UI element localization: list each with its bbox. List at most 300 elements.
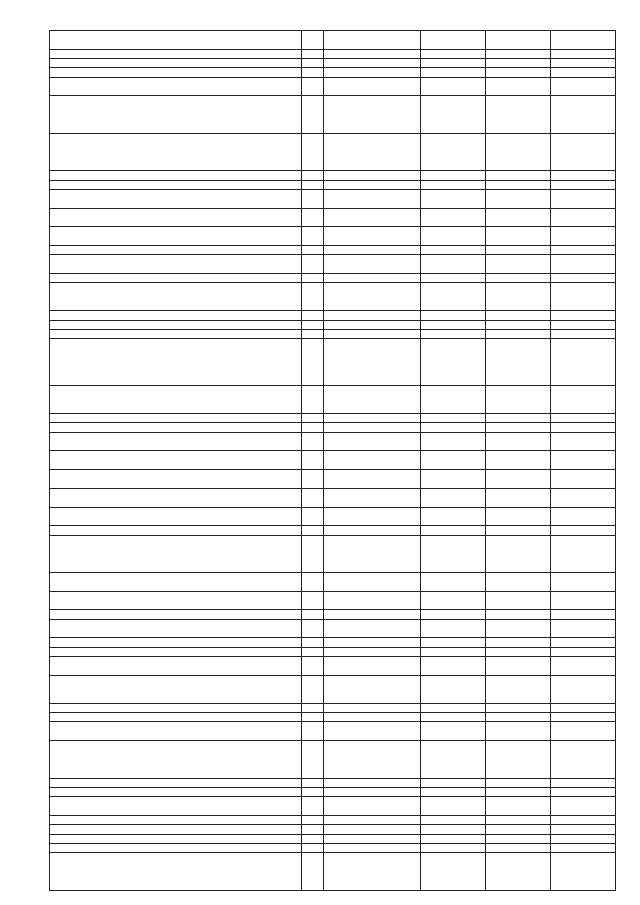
row-admin-code-cell <box>302 722 324 741</box>
row-budget-code-cell <box>324 330 421 339</box>
row-budget-code-cell <box>324 245 421 254</box>
row-executed-amount-cell <box>486 815 551 824</box>
row-approved-amount-cell <box>421 526 486 535</box>
table-row <box>50 657 616 676</box>
row-approved-amount-cell <box>421 386 486 414</box>
row-executed-amount-cell <box>486 414 551 423</box>
row-admin-code-cell <box>302 451 324 470</box>
row-executed-amount-cell <box>486 273 551 282</box>
table-row <box>50 853 616 890</box>
row-name-cell <box>50 843 302 852</box>
row-name-cell <box>50 227 302 246</box>
row-admin-code-cell <box>302 741 324 778</box>
row-name-cell <box>50 825 302 834</box>
row-budget-code-cell <box>324 49 421 58</box>
table-row <box>50 414 616 423</box>
row-approved-amount-cell <box>421 273 486 282</box>
row-budget-code-cell <box>324 778 421 787</box>
row-admin-code-cell <box>302 180 324 189</box>
row-admin-code-cell <box>302 273 324 282</box>
table-row <box>50 31 616 50</box>
row-approved-amount-cell <box>421 31 486 50</box>
row-approved-amount-cell <box>421 470 486 489</box>
row-admin-code-cell <box>302 208 324 227</box>
row-approved-amount-cell <box>421 638 486 647</box>
row-name-cell <box>50 189 302 208</box>
row-balance-amount-cell <box>551 255 616 274</box>
row-balance-amount-cell <box>551 825 616 834</box>
row-admin-code-cell <box>302 778 324 787</box>
row-admin-code-cell <box>302 386 324 414</box>
row-budget-code-cell <box>324 432 421 451</box>
row-name-cell <box>50 311 302 320</box>
row-name-cell <box>50 320 302 329</box>
row-approved-amount-cell <box>421 535 486 572</box>
row-admin-code-cell <box>302 320 324 329</box>
row-admin-code-cell <box>302 507 324 526</box>
row-approved-amount-cell <box>421 330 486 339</box>
table-row <box>50 320 616 329</box>
row-balance-amount-cell <box>551 49 616 58</box>
row-budget-code-cell <box>324 273 421 282</box>
row-balance-amount-cell <box>551 535 616 572</box>
row-balance-amount-cell <box>551 488 616 507</box>
table-row <box>50 610 616 619</box>
row-approved-amount-cell <box>421 713 486 722</box>
table-row <box>50 451 616 470</box>
table-row <box>50 787 616 796</box>
table-row <box>50 834 616 843</box>
table-row <box>50 797 616 816</box>
row-admin-code-cell <box>302 853 324 890</box>
row-name-cell <box>50 208 302 227</box>
row-executed-amount-cell <box>486 68 551 77</box>
table-row <box>50 591 616 610</box>
row-approved-amount-cell <box>421 741 486 778</box>
row-name-cell <box>50 722 302 741</box>
table-row <box>50 77 616 96</box>
row-admin-code-cell <box>302 245 324 254</box>
row-name-cell <box>50 133 302 170</box>
row-admin-code-cell <box>302 713 324 722</box>
row-approved-amount-cell <box>421 853 486 890</box>
row-approved-amount-cell <box>421 797 486 816</box>
row-name-cell <box>50 526 302 535</box>
row-executed-amount-cell <box>486 619 551 638</box>
row-balance-amount-cell <box>551 787 616 796</box>
row-name-cell <box>50 49 302 58</box>
row-budget-code-cell <box>324 535 421 572</box>
row-budget-code-cell <box>324 638 421 647</box>
row-budget-code-cell <box>324 339 421 386</box>
row-balance-amount-cell <box>551 59 616 68</box>
row-executed-amount-cell <box>486 722 551 741</box>
row-name-cell <box>50 741 302 778</box>
row-executed-amount-cell <box>486 572 551 591</box>
table-row <box>50 722 616 741</box>
row-name-cell <box>50 255 302 274</box>
table-row <box>50 703 616 712</box>
row-executed-amount-cell <box>486 31 551 50</box>
row-name-cell <box>50 432 302 451</box>
row-budget-code-cell <box>324 320 421 329</box>
row-admin-code-cell <box>302 526 324 535</box>
row-name-cell <box>50 657 302 676</box>
row-admin-code-cell <box>302 610 324 619</box>
table-row <box>50 227 616 246</box>
row-budget-code-cell <box>324 647 421 656</box>
row-executed-amount-cell <box>486 610 551 619</box>
row-name-cell <box>50 853 302 890</box>
row-executed-amount-cell <box>486 675 551 703</box>
table-row <box>50 488 616 507</box>
row-name-cell <box>50 96 302 133</box>
row-admin-code-cell <box>302 49 324 58</box>
row-budget-code-cell <box>324 797 421 816</box>
row-budget-code-cell <box>324 386 421 414</box>
row-admin-code-cell <box>302 77 324 96</box>
row-admin-code-cell <box>302 591 324 610</box>
table-row <box>50 311 616 320</box>
row-name-cell <box>50 171 302 180</box>
row-approved-amount-cell <box>421 255 486 274</box>
table-row <box>50 675 616 703</box>
row-balance-amount-cell <box>551 283 616 311</box>
row-executed-amount-cell <box>486 834 551 843</box>
row-executed-amount-cell <box>486 133 551 170</box>
row-executed-amount-cell <box>486 77 551 96</box>
row-balance-amount-cell <box>551 713 616 722</box>
row-approved-amount-cell <box>421 227 486 246</box>
table-row <box>50 386 616 414</box>
row-name-cell <box>50 675 302 703</box>
row-balance-amount-cell <box>551 180 616 189</box>
row-admin-code-cell <box>302 68 324 77</box>
row-budget-code-cell <box>324 283 421 311</box>
row-name-cell <box>50 797 302 816</box>
row-name-cell <box>50 647 302 656</box>
row-approved-amount-cell <box>421 610 486 619</box>
row-name-cell <box>50 591 302 610</box>
row-approved-amount-cell <box>421 843 486 852</box>
row-budget-code-cell <box>324 815 421 824</box>
row-budget-code-cell <box>324 713 421 722</box>
row-executed-amount-cell <box>486 825 551 834</box>
row-approved-amount-cell <box>421 572 486 591</box>
row-approved-amount-cell <box>421 180 486 189</box>
row-balance-amount-cell <box>551 722 616 741</box>
row-budget-code-cell <box>324 787 421 796</box>
row-balance-amount-cell <box>551 778 616 787</box>
row-approved-amount-cell <box>421 59 486 68</box>
row-admin-code-cell <box>302 171 324 180</box>
row-executed-amount-cell <box>486 171 551 180</box>
row-executed-amount-cell <box>486 787 551 796</box>
table-row <box>50 96 616 133</box>
table-row <box>50 741 616 778</box>
row-balance-amount-cell <box>551 386 616 414</box>
row-executed-amount-cell <box>486 647 551 656</box>
row-executed-amount-cell <box>486 797 551 816</box>
row-balance-amount-cell <box>551 320 616 329</box>
row-approved-amount-cell <box>421 834 486 843</box>
row-balance-amount-cell <box>551 171 616 180</box>
row-approved-amount-cell <box>421 787 486 796</box>
row-name-cell <box>50 703 302 712</box>
table-row <box>50 49 616 58</box>
row-executed-amount-cell <box>486 180 551 189</box>
row-balance-amount-cell <box>551 470 616 489</box>
row-executed-amount-cell <box>486 657 551 676</box>
row-admin-code-cell <box>302 133 324 170</box>
table-row <box>50 180 616 189</box>
row-budget-code-cell <box>324 189 421 208</box>
row-balance-amount-cell <box>551 657 616 676</box>
table-row <box>50 778 616 787</box>
table-row <box>50 189 616 208</box>
row-executed-amount-cell <box>486 386 551 414</box>
row-approved-amount-cell <box>421 208 486 227</box>
row-admin-code-cell <box>302 432 324 451</box>
row-executed-amount-cell <box>486 843 551 852</box>
table-row <box>50 208 616 227</box>
row-admin-code-cell <box>302 31 324 50</box>
table-row <box>50 638 616 647</box>
row-executed-amount-cell <box>486 488 551 507</box>
row-budget-code-cell <box>324 414 421 423</box>
row-approved-amount-cell <box>421 68 486 77</box>
row-executed-amount-cell <box>486 535 551 572</box>
row-approved-amount-cell <box>421 311 486 320</box>
row-approved-amount-cell <box>421 507 486 526</box>
row-balance-amount-cell <box>551 843 616 852</box>
row-approved-amount-cell <box>421 825 486 834</box>
row-name-cell <box>50 470 302 489</box>
row-executed-amount-cell <box>486 778 551 787</box>
row-budget-code-cell <box>324 825 421 834</box>
row-budget-code-cell <box>324 96 421 133</box>
table-row <box>50 815 616 824</box>
row-admin-code-cell <box>302 703 324 712</box>
row-approved-amount-cell <box>421 488 486 507</box>
row-name-cell <box>50 834 302 843</box>
row-admin-code-cell <box>302 647 324 656</box>
row-balance-amount-cell <box>551 273 616 282</box>
row-name-cell <box>50 414 302 423</box>
row-budget-code-cell <box>324 853 421 890</box>
row-approved-amount-cell <box>421 722 486 741</box>
row-name-cell <box>50 77 302 96</box>
row-approved-amount-cell <box>421 414 486 423</box>
row-approved-amount-cell <box>421 77 486 96</box>
page-number <box>0 14 640 24</box>
row-name-cell <box>50 815 302 824</box>
row-approved-amount-cell <box>421 619 486 638</box>
row-budget-code-cell <box>324 171 421 180</box>
row-admin-code-cell <box>302 311 324 320</box>
row-approved-amount-cell <box>421 451 486 470</box>
row-budget-code-cell <box>324 488 421 507</box>
row-executed-amount-cell <box>486 311 551 320</box>
table-row <box>50 432 616 451</box>
row-balance-amount-cell <box>551 610 616 619</box>
row-balance-amount-cell <box>551 414 616 423</box>
row-budget-code-cell <box>324 227 421 246</box>
row-balance-amount-cell <box>551 675 616 703</box>
row-admin-code-cell <box>302 488 324 507</box>
row-approved-amount-cell <box>421 815 486 824</box>
row-name-cell <box>50 283 302 311</box>
row-approved-amount-cell <box>421 245 486 254</box>
row-name-cell <box>50 535 302 572</box>
row-executed-amount-cell <box>486 189 551 208</box>
row-admin-code-cell <box>302 339 324 386</box>
row-admin-code-cell <box>302 227 324 246</box>
table-row <box>50 825 616 834</box>
row-balance-amount-cell <box>551 245 616 254</box>
row-budget-code-cell <box>324 591 421 610</box>
row-balance-amount-cell <box>551 647 616 656</box>
table-row <box>50 59 616 68</box>
row-budget-code-cell <box>324 77 421 96</box>
row-balance-amount-cell <box>551 451 616 470</box>
row-budget-code-cell <box>324 843 421 852</box>
row-name-cell <box>50 778 302 787</box>
table-row <box>50 330 616 339</box>
row-admin-code-cell <box>302 638 324 647</box>
row-executed-amount-cell <box>486 208 551 227</box>
table-row <box>50 68 616 77</box>
row-name-cell <box>50 330 302 339</box>
row-balance-amount-cell <box>551 741 616 778</box>
table-row <box>50 423 616 432</box>
row-admin-code-cell <box>302 619 324 638</box>
row-budget-code-cell <box>324 619 421 638</box>
row-balance-amount-cell <box>551 133 616 170</box>
row-budget-code-cell <box>324 470 421 489</box>
row-name-cell <box>50 68 302 77</box>
row-budget-code-cell <box>324 31 421 50</box>
row-name-cell <box>50 245 302 254</box>
row-admin-code-cell <box>302 572 324 591</box>
row-name-cell <box>50 59 302 68</box>
row-balance-amount-cell <box>551 591 616 610</box>
row-approved-amount-cell <box>421 320 486 329</box>
table-row <box>50 507 616 526</box>
row-balance-amount-cell <box>551 208 616 227</box>
row-budget-code-cell <box>324 255 421 274</box>
table-row <box>50 526 616 535</box>
row-executed-amount-cell <box>486 507 551 526</box>
row-name-cell <box>50 488 302 507</box>
row-budget-code-cell <box>324 834 421 843</box>
row-name-cell <box>50 31 302 50</box>
row-balance-amount-cell <box>551 96 616 133</box>
row-executed-amount-cell <box>486 49 551 58</box>
budget-table <box>49 30 616 891</box>
row-executed-amount-cell <box>486 432 551 451</box>
row-executed-amount-cell <box>486 330 551 339</box>
row-budget-code-cell <box>324 451 421 470</box>
row-budget-code-cell <box>324 703 421 712</box>
row-approved-amount-cell <box>421 171 486 180</box>
row-name-cell <box>50 273 302 282</box>
table-row <box>50 133 616 170</box>
row-balance-amount-cell <box>551 507 616 526</box>
table-row <box>50 255 616 274</box>
row-admin-code-cell <box>302 470 324 489</box>
row-admin-code-cell <box>302 423 324 432</box>
row-balance-amount-cell <box>551 638 616 647</box>
row-balance-amount-cell <box>551 853 616 890</box>
row-budget-code-cell <box>324 722 421 741</box>
row-executed-amount-cell <box>486 853 551 890</box>
row-name-cell <box>50 386 302 414</box>
row-admin-code-cell <box>302 535 324 572</box>
row-approved-amount-cell <box>421 96 486 133</box>
row-approved-amount-cell <box>421 703 486 712</box>
table-row <box>50 572 616 591</box>
row-approved-amount-cell <box>421 133 486 170</box>
row-balance-amount-cell <box>551 703 616 712</box>
table-row <box>50 171 616 180</box>
row-admin-code-cell <box>302 414 324 423</box>
row-balance-amount-cell <box>551 31 616 50</box>
table-row <box>50 647 616 656</box>
row-executed-amount-cell <box>486 96 551 133</box>
row-budget-code-cell <box>324 208 421 227</box>
row-admin-code-cell <box>302 675 324 703</box>
row-executed-amount-cell <box>486 470 551 489</box>
row-admin-code-cell <box>302 825 324 834</box>
row-executed-amount-cell <box>486 423 551 432</box>
row-approved-amount-cell <box>421 49 486 58</box>
row-name-cell <box>50 451 302 470</box>
row-approved-amount-cell <box>421 423 486 432</box>
row-executed-amount-cell <box>486 741 551 778</box>
table-row <box>50 619 616 638</box>
row-admin-code-cell <box>302 283 324 311</box>
row-executed-amount-cell <box>486 255 551 274</box>
table-body <box>50 31 616 891</box>
row-budget-code-cell <box>324 133 421 170</box>
row-balance-amount-cell <box>551 815 616 824</box>
table-row <box>50 535 616 572</box>
row-executed-amount-cell <box>486 59 551 68</box>
row-balance-amount-cell <box>551 572 616 591</box>
row-name-cell <box>50 787 302 796</box>
row-balance-amount-cell <box>551 834 616 843</box>
row-executed-amount-cell <box>486 713 551 722</box>
row-executed-amount-cell <box>486 227 551 246</box>
row-executed-amount-cell <box>486 451 551 470</box>
row-budget-code-cell <box>324 572 421 591</box>
row-name-cell <box>50 713 302 722</box>
row-budget-code-cell <box>324 507 421 526</box>
row-balance-amount-cell <box>551 423 616 432</box>
row-balance-amount-cell <box>551 77 616 96</box>
row-approved-amount-cell <box>421 432 486 451</box>
row-approved-amount-cell <box>421 647 486 656</box>
row-approved-amount-cell <box>421 675 486 703</box>
row-admin-code-cell <box>302 834 324 843</box>
row-executed-amount-cell <box>486 638 551 647</box>
row-budget-code-cell <box>324 657 421 676</box>
row-name-cell <box>50 619 302 638</box>
row-balance-amount-cell <box>551 797 616 816</box>
row-admin-code-cell <box>302 815 324 824</box>
row-admin-code-cell <box>302 787 324 796</box>
